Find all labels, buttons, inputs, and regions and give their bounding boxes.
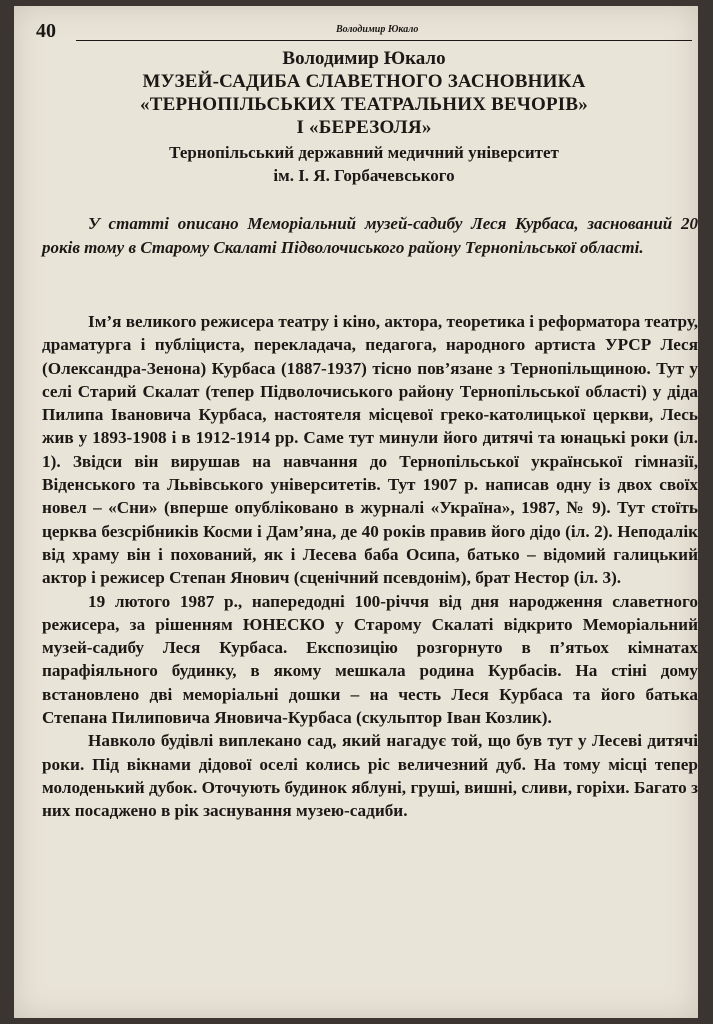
article-title-line: МУЗЕЙ-САДИБА СЛАВЕТНОГО ЗАСНОВНИКА bbox=[142, 71, 586, 92]
body-paragraph: 19 лютого 1987 р., напередодні 100-річчя від дня народження славетного режисера, за рішенням ЮНЕСКО у Старому Скалаті відкрито Меморіальний музей-садибу Леся Курбаса. Експозицію розгорнуто в п’ятьох кімнатах парафіяльного будинку, в якому мешкала родина Курбасів. На стіні дому встановлено дві меморіальні дошки – на честь Леся Курбаса та його батька Степана Пилиповича Яновича-Курбаса (скульптор Іван Козлик). bbox=[42, 591, 698, 728]
document-page bbox=[14, 6, 698, 1018]
affiliation-line: Тернопільський державний медичний університет bbox=[169, 143, 559, 162]
article-author: Володимир Юкало bbox=[282, 48, 446, 69]
page-number: 40 bbox=[36, 20, 56, 42]
running-head bbox=[36, 18, 692, 44]
article-body bbox=[42, 310, 698, 823]
header-rule bbox=[76, 40, 692, 41]
article-title-line: «ТЕРНОПІЛЬСЬКИХ ТЕАТРАЛЬНИХ ВЕЧОРІВ» bbox=[140, 94, 588, 115]
affiliation-line: ім. І. Я. Горбачевського bbox=[273, 166, 455, 185]
abstract: У статті описано Меморіальний музей-садибу Леся Курбаса, заснований 20 років тому в Старому Скалаті Підволочиського району Тернопільської області. bbox=[42, 214, 698, 257]
body-paragraph: Навколо будівлі виплекано сад, який нагадує той, що був тут у Лесеві дитячі роки. Під вікнами дідової оселі колись ріс величезний дуб. На тому місці тепер молоденький дубок. Оточують будинок яблуні, груші, вишні, сливи, горіхи. Багато з них посаджено в рік заснування музею-садиби. bbox=[42, 731, 698, 821]
article-title-line: І «БЕРЕЗОЛЯ» bbox=[296, 117, 432, 138]
body-paragraph: Ім’я великого режисера театру і кіно, актора, теоретика і реформатора театру, драматурга і публіциста, перекладача, педагога, народного артиста УРСР Леся (Олександра-Зенона) Курбаса (1887-1937) тісно пов’язане з Тернопільщиною. Тут у селі Старий Скалат (тепер Підволочиського району Тернопільської області) у діда Пилипа Івановича Курбаса, настоятеля місцевої греко-католицької церкви, Лесь жив у 1893-1908 і в 1912-1914 рр. Саме тут минули його дитячі та юнацькі роки (іл. 1). Звідси він вирушав на навчання до Тернопільської української гімназії, Віденського та Львівського університетів. Тут 1907 р. написав одну із двох своїх новел – «Сни» (вперше опубліковано в журналі «Україна», 1987, № 9). Тут стоїть церква безсрібників Косми і Дам’яна, де 40 років правив його дідо (іл. 2). Неподалік від храму він і похований, як і Лесева баба Осипа, батько – відомий галицький актор і режисер Степан Янович (сценічний псевдонім), брат Нестор (іл. 3). bbox=[42, 312, 698, 588]
article-header bbox=[36, 48, 692, 187]
running-head-author: Володимир Юкало bbox=[336, 24, 419, 35]
